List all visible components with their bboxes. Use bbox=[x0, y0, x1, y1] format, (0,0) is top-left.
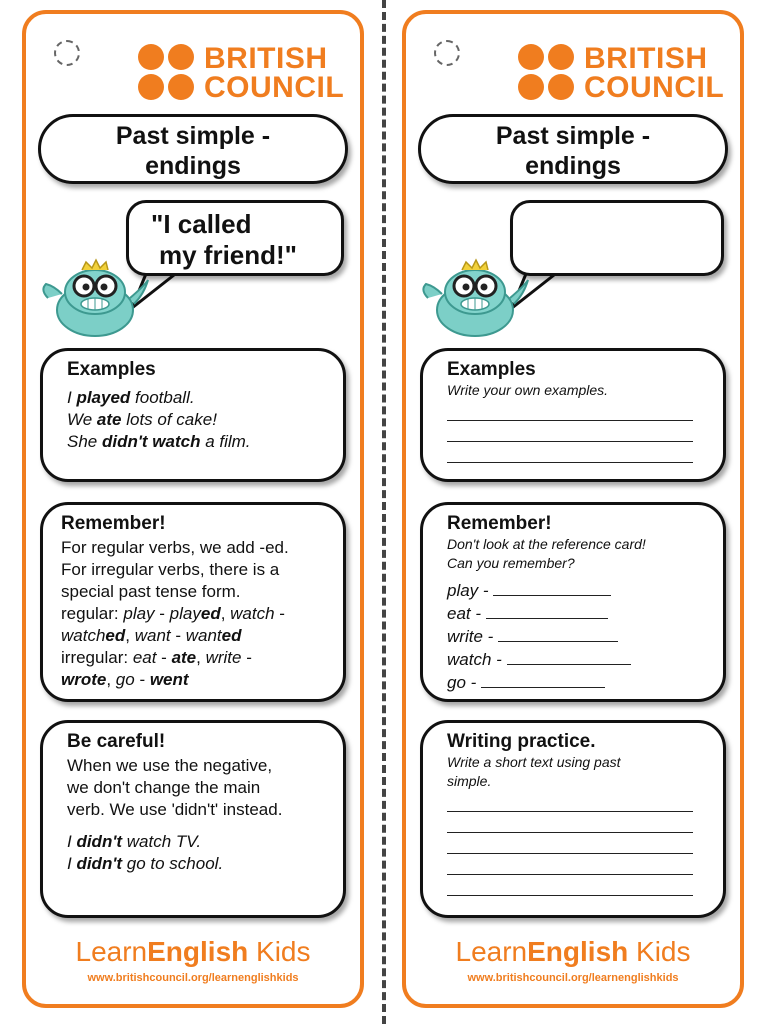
examples-heading: Examples bbox=[447, 359, 536, 380]
punch-hole-marker bbox=[54, 40, 80, 66]
examples-practice-box bbox=[420, 348, 726, 482]
example-line: We ate lots of cake! bbox=[67, 410, 217, 429]
verb-fill-row: go - bbox=[447, 671, 715, 694]
verb-fill-row: play - bbox=[447, 579, 715, 602]
careful-heading: Be careful! bbox=[67, 731, 166, 752]
practice-instruction: Write a short text using past bbox=[447, 754, 621, 770]
title-line2: endings bbox=[145, 152, 241, 180]
careful-example: I didn't go to school. bbox=[67, 854, 224, 873]
practice-heading: Writing practice. bbox=[447, 731, 596, 752]
example-line: She didn't watch a film. bbox=[67, 432, 251, 451]
logo-line1: BRITISH bbox=[204, 42, 328, 75]
examples-heading: Examples bbox=[67, 359, 156, 380]
remember-instruction: Don't look at the reference card! bbox=[447, 536, 646, 552]
verb-fill-row: write - bbox=[447, 625, 715, 648]
irregular-examples-cont: wrote, go - went bbox=[61, 670, 189, 689]
be-careful-box bbox=[40, 720, 346, 918]
british-council-logo bbox=[518, 44, 728, 104]
british-council-logo bbox=[138, 44, 348, 104]
careful-line: we don't change the main bbox=[67, 778, 261, 797]
speech-bubble bbox=[126, 200, 344, 276]
answer-blank[interactable] bbox=[486, 602, 608, 619]
cut-line bbox=[382, 0, 386, 1024]
answer-blank[interactable] bbox=[507, 648, 631, 665]
irregular-examples: irregular: eat - ate, write - bbox=[61, 648, 252, 667]
logo-dots-icon bbox=[518, 44, 576, 102]
examples-box bbox=[40, 348, 346, 482]
verb-fill-row: watch - bbox=[447, 648, 715, 671]
speech-line2: my friend!" bbox=[159, 240, 298, 270]
title-line2: endings bbox=[525, 152, 621, 180]
footer-url: www.britishcouncil.org/learnenglishkids bbox=[467, 972, 679, 984]
remember-heading: Remember! bbox=[61, 513, 166, 534]
punch-hole-marker bbox=[434, 40, 460, 66]
regular-examples: regular: play - played, watch - bbox=[61, 604, 285, 623]
writing-line[interactable] bbox=[447, 421, 693, 442]
remember-heading: Remember! bbox=[447, 513, 552, 534]
writing-line[interactable] bbox=[447, 442, 693, 463]
remember-instruction: Can you remember? bbox=[447, 555, 575, 571]
monster-mascot-icon bbox=[40, 250, 150, 340]
answer-blank[interactable] bbox=[481, 671, 605, 688]
footer-url: www.britishcouncil.org/learnenglishkids bbox=[87, 972, 299, 984]
title-box bbox=[418, 114, 728, 184]
careful-line: verb. We use 'didn't' instead. bbox=[67, 800, 283, 819]
rule-line: special past tense form. bbox=[61, 582, 241, 601]
rule-line: For regular verbs, we add -ed. bbox=[61, 538, 289, 557]
writing-line[interactable] bbox=[447, 833, 693, 854]
answer-blank[interactable] bbox=[498, 625, 618, 642]
practice-instruction: simple. bbox=[447, 773, 492, 789]
remember-practice-box bbox=[420, 502, 726, 702]
writing-line[interactable] bbox=[447, 791, 693, 812]
rule-line: For irregular verbs, there is a bbox=[61, 560, 280, 579]
writing-practice-box bbox=[420, 720, 726, 918]
logo-line2: COUNCIL bbox=[584, 71, 725, 104]
learnenglish-kids-logo: LearnEnglish Kids bbox=[75, 936, 311, 967]
logo-line1: BRITISH bbox=[584, 42, 708, 75]
logo-dots-icon bbox=[138, 44, 196, 102]
verb-fill-row: eat - bbox=[447, 602, 715, 625]
empty-speech-bubble[interactable] bbox=[510, 200, 724, 276]
writing-line[interactable] bbox=[447, 400, 693, 421]
writing-line[interactable] bbox=[447, 875, 693, 896]
reference-bookmark bbox=[22, 10, 364, 1008]
monster-mascot-icon bbox=[420, 250, 530, 340]
speech-line1: "I called bbox=[151, 209, 252, 239]
writing-line[interactable] bbox=[447, 854, 693, 875]
learnenglish-kids-logo: LearnEnglish Kids bbox=[455, 936, 691, 967]
practice-bookmark bbox=[402, 10, 744, 1008]
regular-examples-cont: watched, want - wanted bbox=[61, 626, 242, 645]
answer-blank[interactable] bbox=[493, 579, 611, 596]
title-box bbox=[38, 114, 348, 184]
careful-line: When we use the negative, bbox=[67, 756, 273, 775]
examples-instruction: Write your own examples. bbox=[447, 382, 609, 398]
example-line: I played football. bbox=[67, 388, 195, 407]
title-line1: Past simple - bbox=[115, 122, 271, 150]
writing-line[interactable] bbox=[447, 812, 693, 833]
logo-line2: COUNCIL bbox=[204, 71, 345, 104]
remember-box bbox=[40, 502, 346, 702]
careful-example: I didn't watch TV. bbox=[67, 832, 202, 851]
title-line1: Past simple - bbox=[495, 122, 651, 150]
